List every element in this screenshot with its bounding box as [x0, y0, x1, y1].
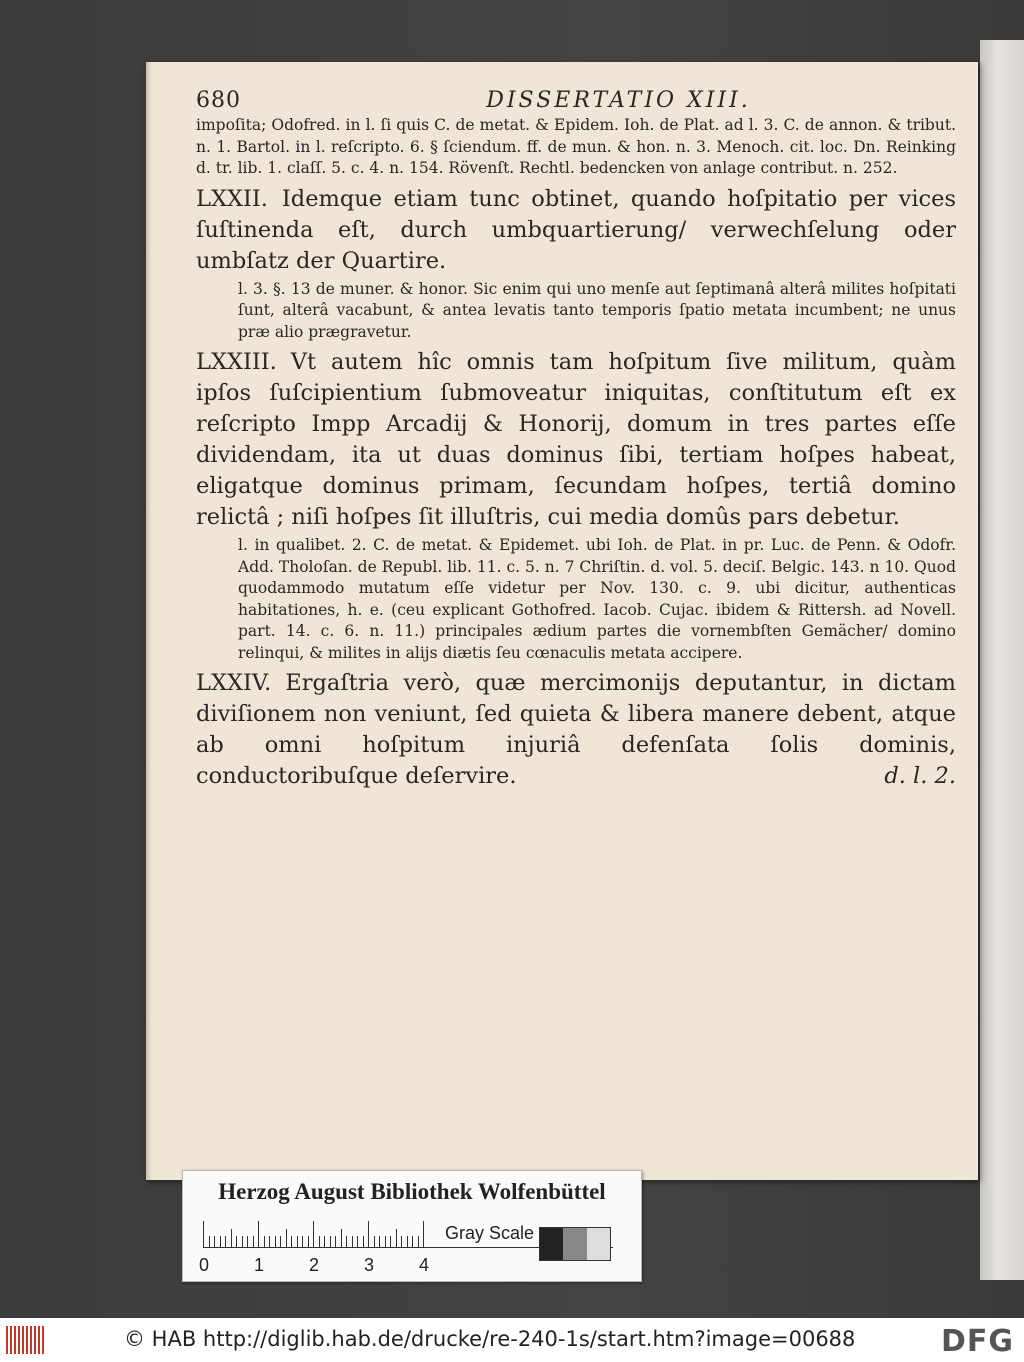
ruler-number: 0 [199, 1255, 210, 1275]
ruler-number: 3 [364, 1255, 375, 1275]
page-number: 680 [196, 88, 241, 113]
ruler-tick [308, 1236, 309, 1247]
ruler-number: 1 [254, 1255, 265, 1275]
ruler-tick [346, 1236, 347, 1247]
ruler-tick [220, 1236, 221, 1247]
library-name: Herzog August Bibliothek Wolfenbüttel [218, 1179, 606, 1204]
ruler-tick [275, 1236, 276, 1247]
ruler-tick [225, 1236, 226, 1247]
ruler-tick [390, 1236, 391, 1247]
citation-paragraph [196, 535, 956, 664]
ruler-tick [280, 1236, 281, 1247]
ruler-tick [396, 1229, 397, 1247]
paragraph-text: l. 3. §. 13 de muner. & honor. Sic enim qui uno menſe aut ſeptimanâ alterâ milites hoſpitati ſunt, alterâ vacabunt, & antea levatis tanto temporis ſpatio metata incumbent; ne unus præ alio prægravetur. [238, 279, 956, 341]
hab-logo-icon [6, 1326, 46, 1354]
citation-tail: d. l. 2. [884, 763, 956, 789]
section-number: LXXIII. [196, 349, 277, 375]
page-body [196, 115, 956, 792]
ruler-tick [269, 1236, 270, 1247]
section-paragraph [196, 668, 956, 792]
ruler-tick [412, 1236, 413, 1247]
ruler-tick [401, 1236, 402, 1247]
gray-swatch [540, 1228, 563, 1260]
ruler-tick [357, 1236, 358, 1247]
ruler-tick [214, 1236, 215, 1247]
section-paragraph [196, 184, 956, 277]
dfg-logo: DFG [940, 1324, 1014, 1359]
section-number: LXXII. [196, 185, 268, 212]
page-text [196, 88, 956, 794]
ruler-tick [379, 1236, 380, 1247]
ruler-tick [236, 1236, 237, 1247]
ruler-tick [374, 1236, 375, 1247]
ruler-tick [385, 1236, 386, 1247]
ruler-tick [330, 1236, 331, 1247]
page-binding-edge [146, 62, 152, 1180]
ruler-tick [335, 1236, 336, 1247]
ruler-tick [407, 1236, 408, 1247]
ruler-tick [209, 1236, 210, 1247]
ruler-tick [253, 1236, 254, 1247]
gray-swatch [587, 1228, 610, 1260]
ruler-tick [242, 1236, 243, 1247]
ruler-tick [297, 1236, 298, 1247]
footer-bar [0, 1318, 1024, 1362]
ruler-tick [286, 1229, 287, 1247]
ruler-number: 4 [419, 1255, 430, 1275]
citation-paragraph [196, 279, 956, 344]
paragraph-text: Vt autem hîc omnis tam hoſpitum ſive militum, quàm ipſos ſuſcipientium ſubmoveatur iniquitas, conſtitutum eſt ex reſcripto Impp Arcadij & Honorij, domum in tres partes eſſe dividendam, ita ut duas dominus ſibi, tertiam hoſpes habeat, eligatque dominus primam, ſecundam hoſpes, tertiâ domino relictâ ; niſi hoſpes ſit illuſtris, cui media domûs pars debetur. [196, 349, 956, 530]
page-header [196, 88, 956, 113]
ruler-tick [231, 1229, 232, 1247]
ruler-tick [352, 1236, 353, 1247]
credit-link[interactable]: © HAB http://diglib.hab.de/drucke/re-240-1s/start.htm?image=00688 [124, 1327, 856, 1351]
ruler-tick [423, 1221, 424, 1247]
ruler-tick [203, 1221, 204, 1247]
ruler-tick [368, 1221, 369, 1247]
ruler-tick [247, 1236, 248, 1247]
ruler-tick [291, 1236, 292, 1247]
ruler-tick [258, 1221, 259, 1247]
paragraph-text: Idemque etiam tunc obtinet, quando hoſpitatio per vices ſuſtinenda eſt, durch umbquartierung/ verwechſelung oder umbſatz der Quartire. [196, 185, 956, 274]
running-title: DISSERTATIO XIII. [486, 88, 751, 113]
ruler-tick [319, 1236, 320, 1247]
adjacent-page-strip [980, 40, 1024, 1280]
gray-scale-swatches [539, 1227, 611, 1261]
ruler-tick [313, 1221, 314, 1247]
ruler-number: 2 [309, 1255, 320, 1275]
ruler-tick [341, 1229, 342, 1247]
section-number: LXXIV. [196, 670, 272, 696]
section-paragraph [196, 347, 956, 533]
paragraph-text: impoſita; Odofred. in l. ſi quis C. de metat. & Epidem. Ioh. de Plat. ad l. 3. C. de annon. & tribut. n. 1. Bartol. in l. reſcripto. 6. § ſciendum. ff. de mun. & hon. n. 3. Menoch. cit. loc. Dn. Reinking d. tr. lib. 1. claſſ. 5. c. 4. n. 154. Rövenſt. Rechtl. bedencken von anlage contribut. n. 252. [196, 116, 956, 177]
ruler-tick [264, 1236, 265, 1247]
paragraph-text: l. in qualibet. 2. C. de metat. & Epidemet. ubi Ioh. de Plat. in pr. Luc. de Penn. & Odofr. Add. Tholoſan. de Republ. lib. 11. c. 5. n. 7 Chriſtin. d. vol. 5. deciſ. Belgic. 143. n 10. Quod quodammodo mutatum eſſe videtur per Nov. 130. c. 9. ubi dicitur, authenticas habitationes, h. e. (ceu explicant Gothofred. Iacob. Cujac. ibidem & Rittersh. ad Novell. part. 14. c. 6. n. 11.) principales ædium partes die vornembſten Gemächer/ domino relinqui, & milites in alijs diætis ſeu cœnaculis metata accipere. [238, 536, 956, 662]
paragraph-text: Ergaſtria verò, quæ mercimonijs deputantur, in dictam diviſionem non veniunt, ſed quieta & libera manere debent, atque ab omni hoſpitum injuriâ defenſata ſolis dominis, conductoribuſque deſervire. [196, 670, 956, 789]
gray-swatch [563, 1228, 586, 1260]
citation-paragraph [196, 115, 956, 180]
ruler-tick [324, 1236, 325, 1247]
gray-scale-label: Gray Scale [445, 1223, 535, 1243]
ruler-tick [418, 1236, 419, 1247]
ruler-tick [363, 1236, 364, 1247]
library-color-card [182, 1170, 642, 1282]
ruler-tick [302, 1236, 303, 1247]
